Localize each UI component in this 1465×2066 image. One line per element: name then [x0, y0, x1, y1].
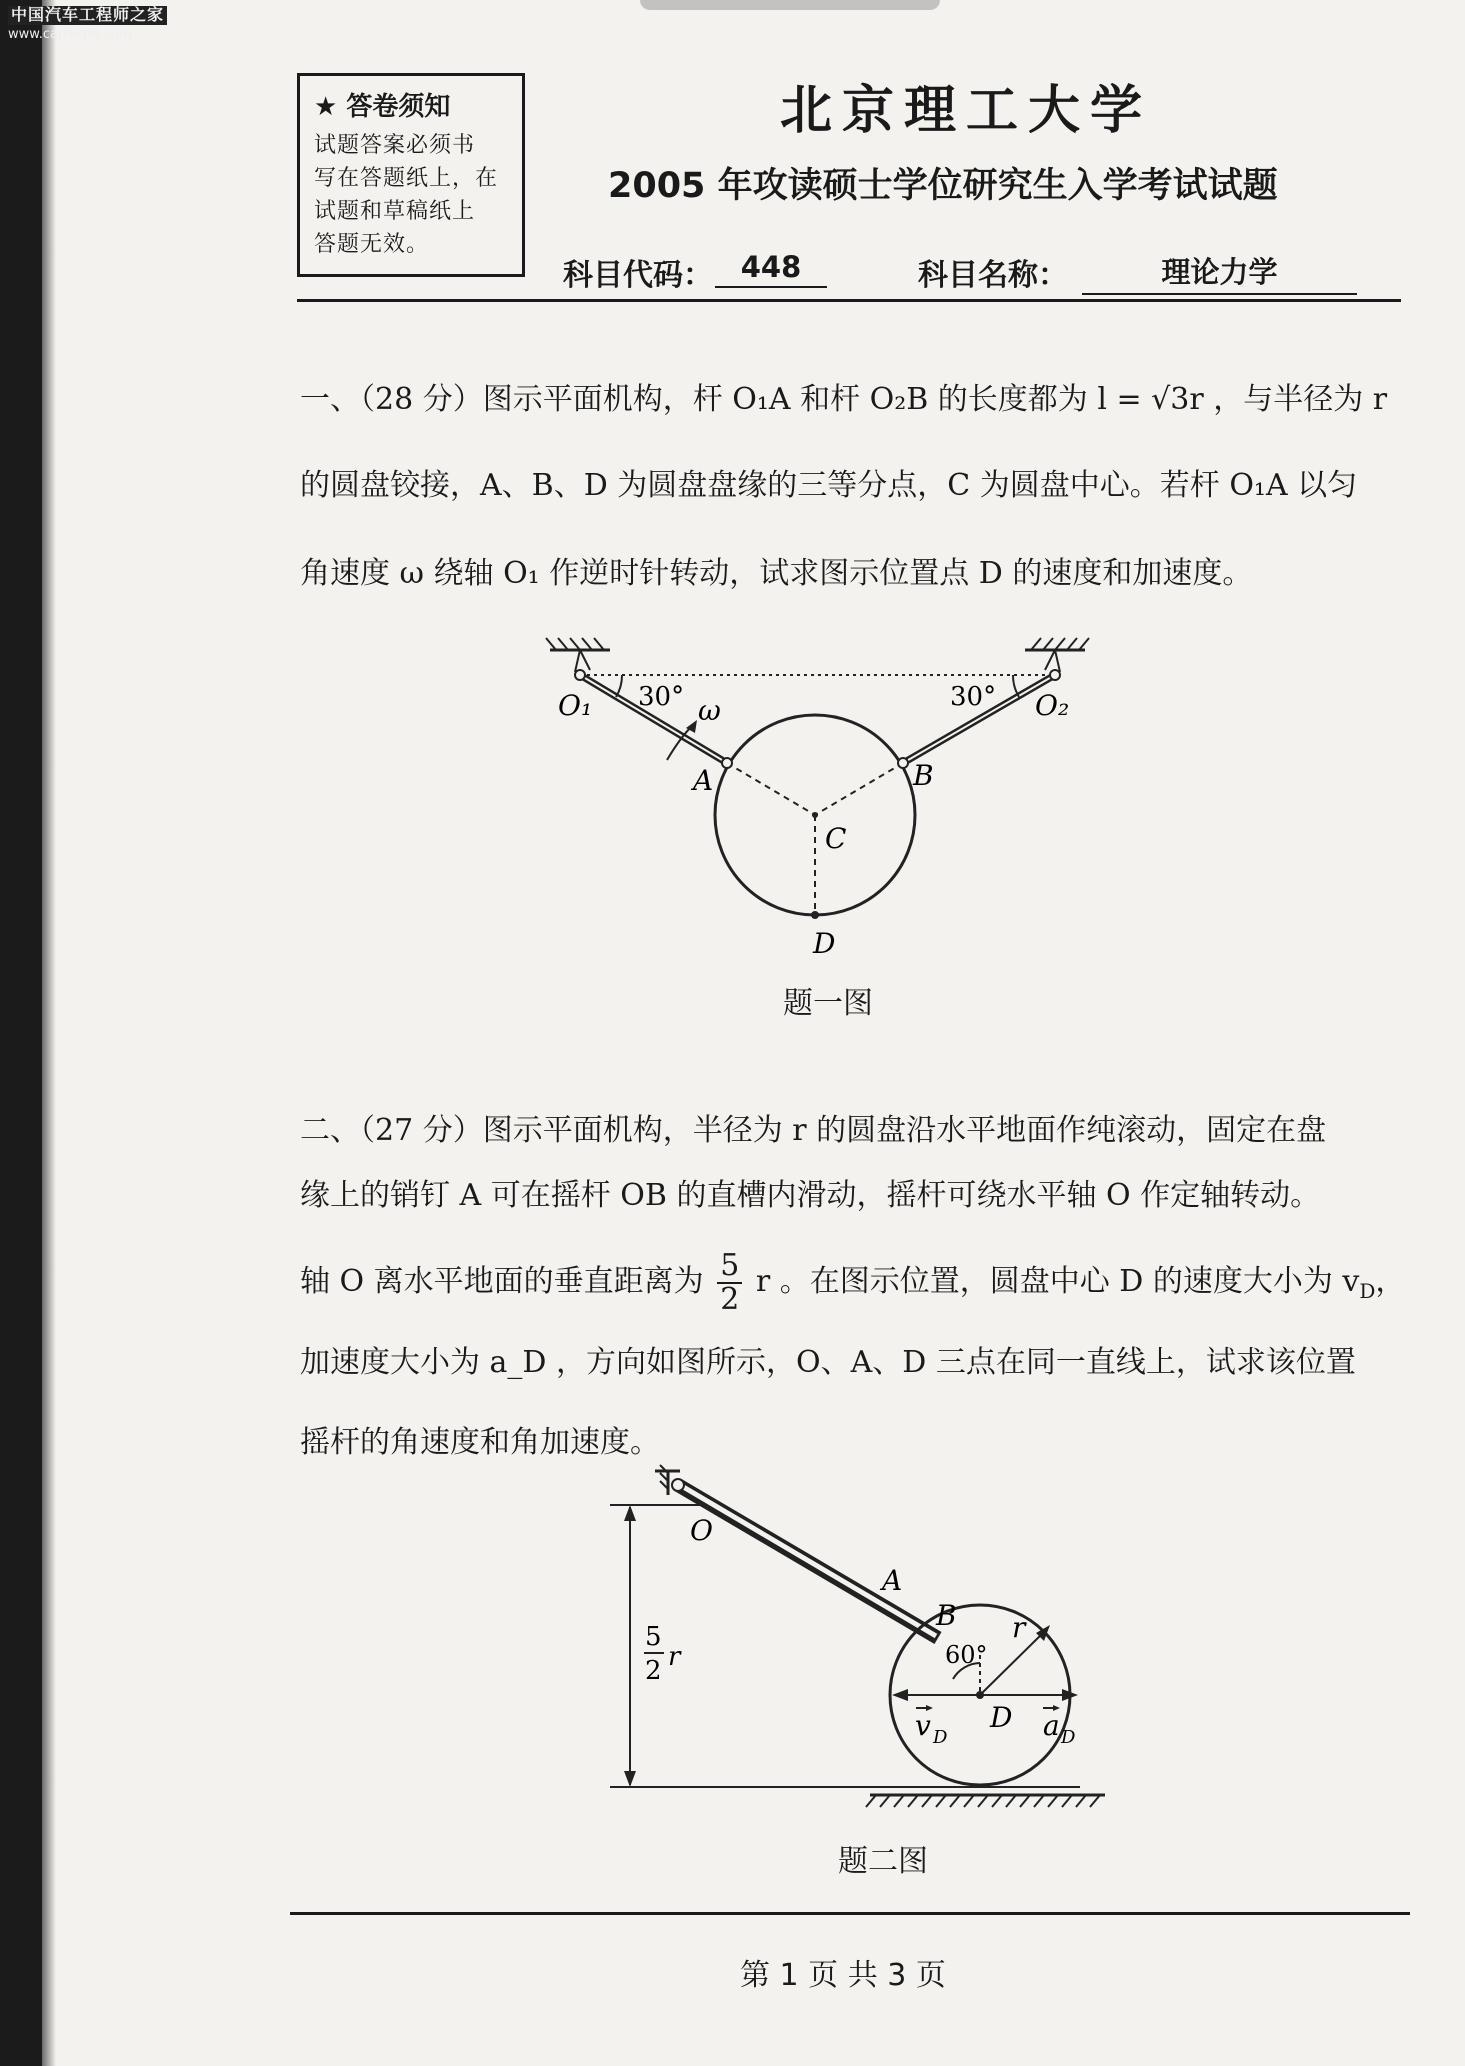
q2-line-3-end: ，	[1375, 1264, 1406, 1299]
q2-fraction	[717, 1250, 742, 1316]
q2-label-ad-sub: D	[1061, 1727, 1076, 1748]
notice-title: ★ 答卷须知	[314, 92, 451, 122]
q2-label-o: O	[690, 1514, 713, 1547]
q1-label-d: D	[813, 927, 836, 960]
q2-line-3	[300, 1250, 1410, 1316]
q2-label-frac-r: r	[668, 1642, 681, 1672]
q1-label-a: A	[693, 764, 714, 797]
q2-caption: 题二图	[838, 1844, 928, 1879]
q1-caption: 题一图	[783, 986, 873, 1021]
notice-line-2: 写在答题纸上，在	[314, 166, 499, 191]
scan-top-shadow	[640, 0, 940, 10]
q2-line-3-sub: D	[1359, 1279, 1376, 1303]
scan-edge	[0, 0, 42, 2066]
q2-line-5: 摇杆的角速度和角加速度。	[300, 1425, 660, 1460]
subject-code-value: 448	[715, 250, 827, 288]
footer-rule	[290, 1912, 1410, 1915]
q1-line-1: 一、（28 分）图示平面机构，杆 O₁A 和杆 O₂B 的长度都为 l = √3r ，与半径为 r	[300, 382, 1388, 417]
q1-label-omega: ω	[698, 694, 721, 727]
scan-edge-shadow	[42, 0, 56, 2066]
q1-line-3: 角速度 ω 绕轴 O₁ 作逆时针转动，试求图示位置点 D 的速度和加速度。	[300, 556, 1253, 591]
q2-label-vd-sub: D	[933, 1727, 948, 1748]
q2-label-angle: 60°	[945, 1641, 988, 1669]
answer-notice-box	[297, 73, 525, 277]
q2-line-3-mid: r 。在图示位置，圆盘中心 D 的速度大小为 v	[755, 1264, 1360, 1299]
q2-label-ad: a	[1043, 1709, 1060, 1742]
q1-figure	[530, 620, 1110, 980]
subject-name-label: 科目名称：	[918, 258, 1068, 293]
q2-label-a: A	[882, 1564, 903, 1597]
q2-label-frac-den: 2	[645, 1656, 662, 1686]
subject-name-value: 理论力学	[1082, 250, 1357, 295]
watermark-site: 中国汽车工程师之家	[8, 6, 167, 25]
q2-figure	[600, 1455, 1120, 1815]
q2-label-vd: v	[915, 1709, 931, 1742]
watermark-url: www.cartech8.com	[8, 26, 132, 42]
q2-fraction-num: 5	[717, 1250, 742, 1284]
q2-line-2: 缘上的销钉 A 可在摇杆 OB 的直槽内滑动，摇杆可绕水平轴 O 作定轴转动。	[300, 1178, 1321, 1213]
page-number: 第 1 页 共 3 页	[740, 1958, 946, 1993]
q1-label-b: B	[913, 759, 934, 792]
q1-label-angle-right: 30°	[950, 682, 997, 712]
exam-title: 2005 年攻读硕士学位研究生入学考试试题	[608, 166, 1278, 206]
q2-line-1: 二、（27 分）图示平面机构，半径为 r 的圆盘沿水平地面作纯滚动，固定在盘	[300, 1113, 1327, 1148]
q1-label-angle-left: 30°	[638, 682, 685, 712]
subject-code-label: 科目代码：	[563, 258, 713, 293]
q2-label-d: D	[990, 1701, 1013, 1734]
notice-line-1: 试题答案必须书	[314, 133, 476, 158]
q2-line-3-start: 轴 O 离水平地面的垂直距离为	[300, 1264, 704, 1299]
q2-line-4: 加速度大小为 a_D ，方向如图所示，O、A、D 三点在同一直线上，试求该位置	[300, 1345, 1356, 1380]
q1-line-2: 的圆盘铰接，A、B、D 为圆盘盘缘的三等分点，C 为圆盘中心。若杆 O₁A 以匀	[300, 468, 1358, 503]
q2-fraction-den: 2	[720, 1282, 740, 1317]
q2-label-r: r	[1012, 1611, 1026, 1644]
q2-label-frac-num: 5	[645, 1622, 662, 1652]
q1-label-c: C	[825, 822, 847, 855]
notice-line-4: 答题无效。	[314, 232, 430, 257]
watermark	[8, 6, 167, 42]
q1-label-o2: O₂	[1035, 689, 1070, 722]
header-rule	[297, 299, 1401, 302]
university-name: 北京理工大学	[780, 80, 1153, 141]
notice-line-3: 试题和草稿纸上	[314, 199, 476, 224]
q1-label-o1: O₁	[558, 689, 593, 722]
q2-label-b: B	[936, 1599, 957, 1632]
